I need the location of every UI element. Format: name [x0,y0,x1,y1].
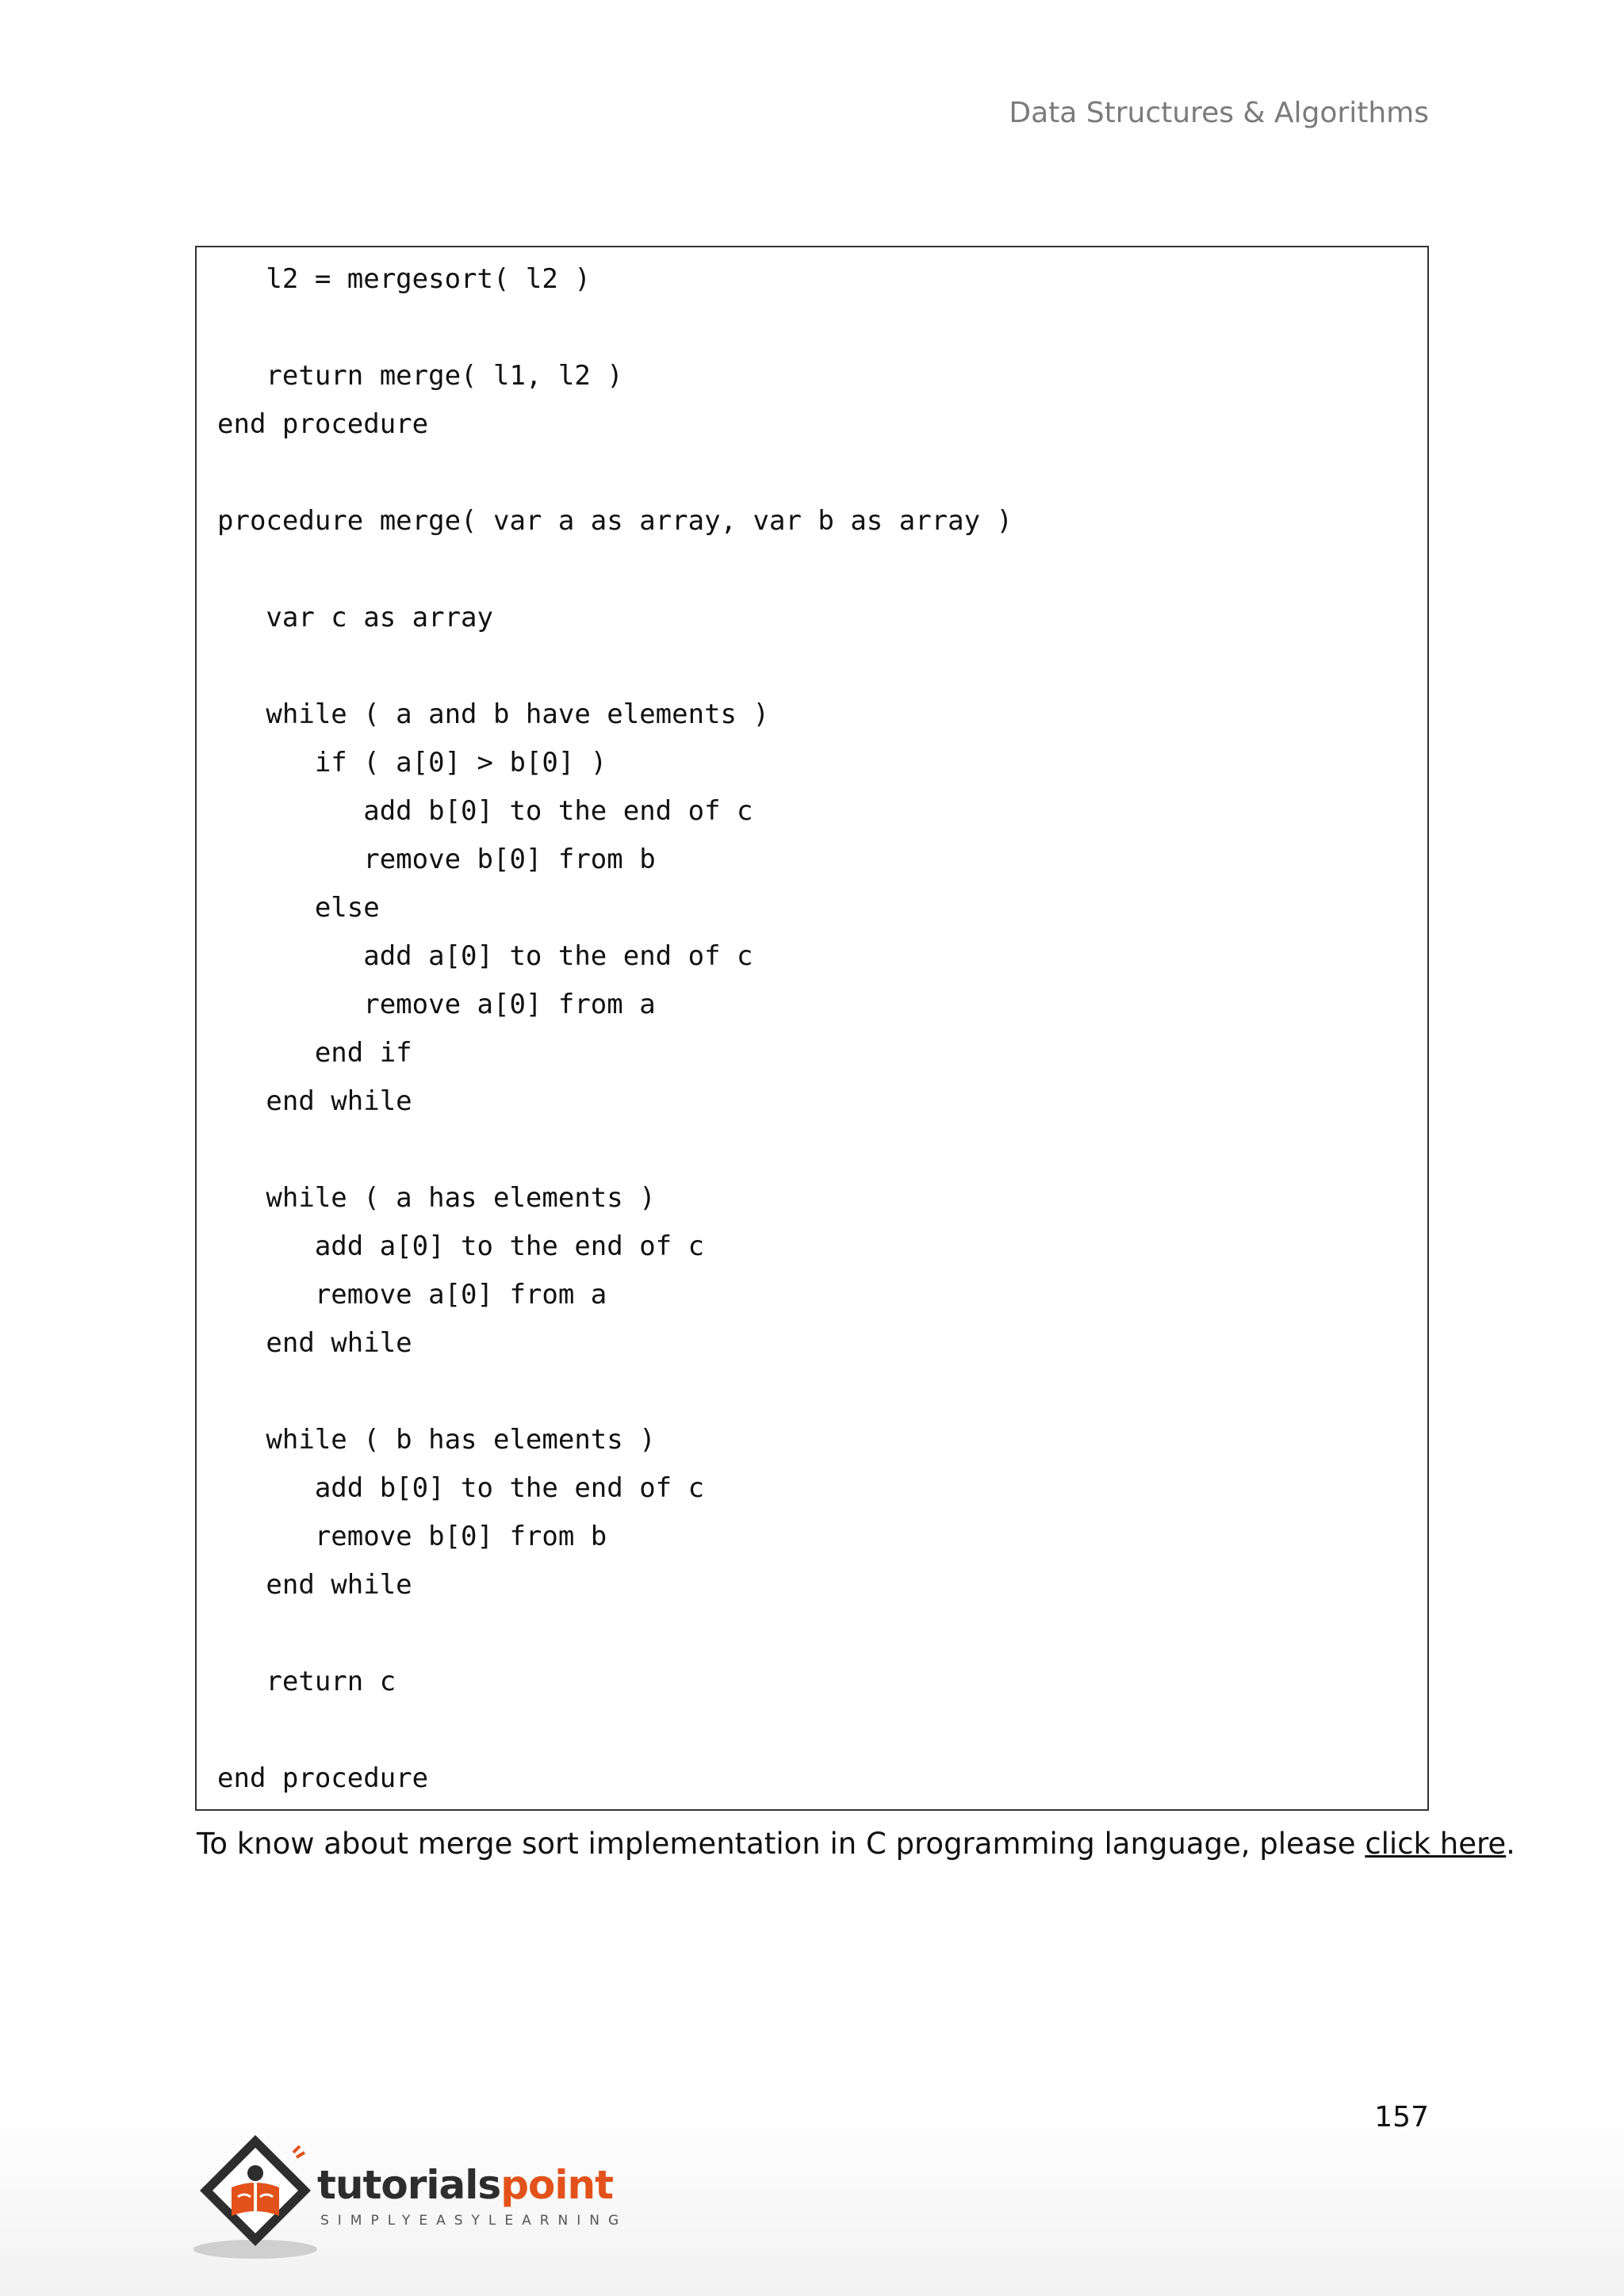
paragraph-text: To know about merge sort implementation in C programming language, please [197,1827,1365,1861]
code-line: while ( a has elements ) [217,1182,656,1214]
code-line: return c [217,1666,396,1697]
code-line: l2 = mergesort( l2 ) [217,263,591,295]
paragraph-period: . [1506,1827,1515,1861]
code-line: while ( a and b have elements ) [217,698,769,730]
code-line: add a[0] to the end of c [217,1230,705,1262]
code-line: end while [217,1569,412,1601]
tutorialspoint-logo [192,2129,636,2263]
code-line: else [217,892,380,924]
code-line: end while [217,1085,412,1117]
running-header: Data Structures & Algorithms [1009,97,1429,129]
logo-word-dark: tutorials [317,2162,501,2208]
logo-word-orange: point [500,2162,613,2208]
code-line: remove b[0] from b [217,844,656,875]
page-number: 157 [1374,2101,1429,2133]
code-line: add a[0] to the end of c [217,940,753,972]
code-line: while ( b has elements ) [217,1424,656,1456]
logo-tagline: SIMPLYEASYLEARNING [320,2213,628,2229]
code-line: return merge( l1, l2 ) [217,360,623,392]
code-block [195,246,1429,1811]
code-line: add b[0] to the end of c [217,1472,705,1504]
logo-emblem-icon [192,2129,327,2263]
code-line: end if [217,1037,412,1069]
code-line: procedure merge( var a as array, var b as array ) [217,505,1013,537]
code-line: end while [217,1327,412,1359]
code-line: remove a[0] from a [217,1279,607,1311]
code-line: end procedure [217,1762,429,1794]
code-line: add b[0] to the end of c [217,795,753,827]
code-line: remove b[0] from b [217,1521,607,1552]
code-line: remove a[0] from a [217,989,656,1020]
code-line: var c as array [217,602,493,633]
body-paragraph [197,1827,1515,1861]
code-line: end procedure [217,408,429,440]
code-line: if ( a[0] > b[0] ) [217,747,607,779]
click-here-link[interactable]: click here [1365,1827,1507,1861]
logo-wordmark [317,2162,613,2208]
